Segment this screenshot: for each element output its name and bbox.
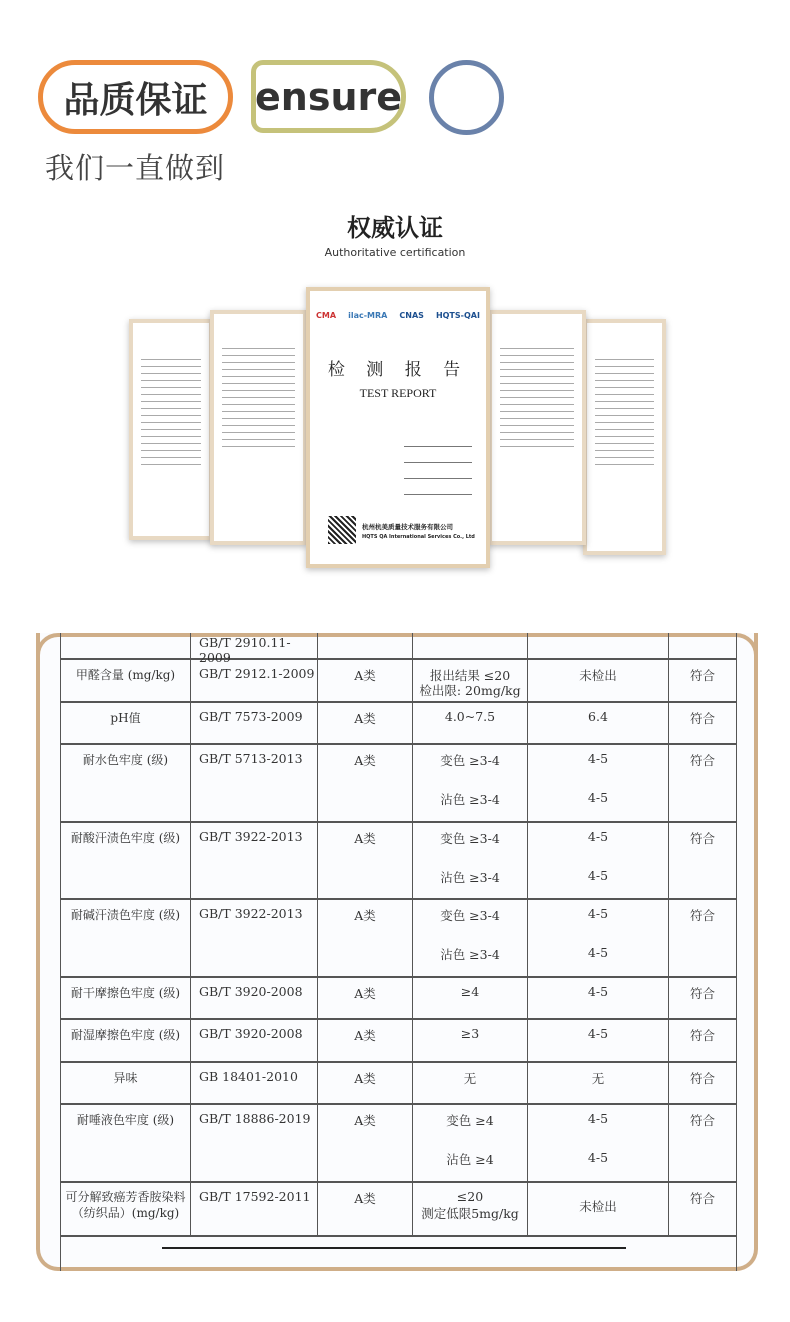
cell-verdict <box>668 823 737 898</box>
cell-std <box>190 1183 317 1235</box>
item-text: pH值 <box>110 711 141 725</box>
cell-verdict <box>668 978 737 1018</box>
table-row <box>60 703 737 745</box>
item-text: 耐干摩擦色牢度 (级) <box>70 986 181 1000</box>
std-text: GB/T 18886-2019 <box>199 1111 311 1126</box>
cell-std <box>190 660 317 701</box>
cell-req <box>412 1063 527 1103</box>
cell-result <box>527 1020 668 1061</box>
cell-verdict <box>668 1105 737 1181</box>
cell-result <box>527 745 668 821</box>
result-text: 无 <box>591 1071 605 1086</box>
certificate-page <box>129 319 213 540</box>
result-text: 4-5 <box>587 829 609 844</box>
certificate-page <box>583 319 666 555</box>
table-row <box>60 823 737 900</box>
cell-std <box>190 1063 317 1103</box>
report-fields <box>324 431 472 495</box>
cell-cls <box>317 823 412 898</box>
qr-code-icon <box>328 516 356 544</box>
cell-verdict <box>668 660 737 701</box>
cell-std <box>190 703 317 743</box>
test-results-table <box>60 633 737 1237</box>
req2-text: 沾色 ≥4 <box>446 1152 494 1167</box>
cell-item <box>60 900 190 976</box>
table-row <box>60 1020 737 1063</box>
result2-text: 4-5 <box>587 945 609 960</box>
cma-logo: CMA <box>316 311 337 320</box>
std-text: GB/T 3922-2013 <box>199 906 303 921</box>
cls-text: A类 <box>354 1113 376 1128</box>
verdict-text: 符合 <box>689 986 715 1001</box>
table-row <box>60 1063 737 1105</box>
item-text: 耐酸汗渍色牢度 (级) <box>70 831 181 845</box>
std-text: GB/T 5713-2013 <box>199 751 303 766</box>
table-row <box>60 745 737 823</box>
ilac-logo: ilac-MRA <box>348 311 388 320</box>
cell-verdict <box>668 1020 737 1061</box>
cell-item <box>60 703 190 743</box>
req-text: 变色 ≥4 <box>446 1113 494 1128</box>
cell-std <box>190 900 317 976</box>
end-rule <box>162 1247 626 1249</box>
item-text: 耐水色牢度 (级) <box>82 753 169 767</box>
cell-req <box>412 1020 527 1061</box>
section-title: 权威认证 <box>347 214 443 242</box>
result-text: 4-5 <box>587 1111 609 1126</box>
report-title-cn: 检 测 报 告 <box>327 360 469 380</box>
cnas-logo: CNAS <box>399 311 424 320</box>
cls-text: A类 <box>354 753 376 768</box>
cls-text: A类 <box>354 1071 376 1086</box>
table-border <box>736 1237 737 1271</box>
cell-result <box>527 900 668 976</box>
std-text: GB/T 7573-2009 <box>199 709 303 724</box>
std-text: GB/T 17592-2011 <box>199 1189 311 1204</box>
cell-item <box>60 660 190 701</box>
ensure-badge <box>251 60 406 133</box>
cell-cls <box>317 1063 412 1103</box>
cell-result <box>527 978 668 1018</box>
cell-cls <box>317 703 412 743</box>
req-text: 变色 ≥3-4 <box>440 831 500 846</box>
std-text: GB/T 2910.11-2009 <box>199 635 291 665</box>
table-row <box>60 633 737 665</box>
cell-verdict <box>668 703 737 743</box>
test-report-cover <box>306 287 490 568</box>
cell-verdict <box>668 900 737 976</box>
cell-req <box>412 900 527 976</box>
std-text: GB/T 2912.1-2009 <box>199 666 315 681</box>
std-text: GB/T 3922-2013 <box>199 829 303 844</box>
verdict-text: 符合 <box>689 1071 715 1086</box>
verdict-text: 符合 <box>689 1191 715 1206</box>
result2-text: 4-5 <box>587 790 609 805</box>
cell-std <box>190 978 317 1018</box>
cell-result <box>527 823 668 898</box>
verdict-text: 符合 <box>689 753 715 768</box>
certificate-page <box>488 310 586 545</box>
report-title-en: TEST REPORT <box>359 386 437 400</box>
table-row <box>60 978 737 1020</box>
verdict-text: 符合 <box>689 831 715 846</box>
slogan: 我们一直做到 <box>45 151 226 185</box>
cell-item <box>60 978 190 1018</box>
cell-result <box>527 703 668 743</box>
table-row <box>60 1183 737 1237</box>
verdict-text: 符合 <box>689 668 715 683</box>
req2-text: 沾色 ≥3-4 <box>440 792 500 807</box>
cell-cls <box>317 1105 412 1181</box>
cls-text: A类 <box>354 1028 376 1043</box>
cell-verdict <box>668 1063 737 1103</box>
cell-result <box>527 1063 668 1103</box>
req-text: ≥3 <box>460 1026 480 1041</box>
cell-item <box>60 823 190 898</box>
result2-text: 4-5 <box>587 1150 609 1165</box>
cls-text: A类 <box>354 908 376 923</box>
item-text: 耐湿摩擦色牢度 (级) <box>70 1028 181 1042</box>
cell-item <box>60 1063 190 1103</box>
circle-decoration <box>429 60 504 135</box>
req-text: 变色 ≥3-4 <box>440 908 500 923</box>
item-text: 可分解致癌芳香胺染料（纺织品）(mg/kg) <box>65 1190 186 1220</box>
verdict-text: 符合 <box>689 1113 715 1128</box>
table-row <box>60 1105 737 1183</box>
cell-std <box>190 823 317 898</box>
item-text: 耐唾液色牢度 (级) <box>76 1113 175 1127</box>
req-text: ≤20 <box>456 1189 484 1204</box>
cell-cls <box>317 660 412 701</box>
issuer-cn: 杭州杭美质量技术服务有限公司 <box>362 523 453 531</box>
req-text: 报出结果 ≤20 <box>429 668 511 683</box>
issuer-en: HQTS QA International Services Co., Ltd <box>362 534 475 540</box>
req-text: 无 <box>463 1071 477 1086</box>
std-text: GB/T 3920-2008 <box>199 984 303 999</box>
cell-result <box>527 660 668 701</box>
cell-cls <box>317 1020 412 1061</box>
req-text: ≥4 <box>460 984 480 999</box>
cell-verdict <box>668 1183 737 1235</box>
section-subtitle: Authoritative certification <box>324 246 466 259</box>
std-text: GB 18401-2010 <box>199 1069 298 1084</box>
table-row <box>60 660 737 703</box>
std-text: GB/T 3920-2008 <box>199 1026 303 1041</box>
table-row <box>60 900 737 978</box>
cell-std <box>190 1020 317 1061</box>
cell-cls <box>317 900 412 976</box>
req2-text: 测定低限5mg/kg <box>421 1206 519 1221</box>
req2-text: 检出限: 20mg/kg <box>419 683 521 698</box>
item-text: 异味 <box>113 1071 138 1085</box>
cell-item <box>60 1020 190 1061</box>
cell-req <box>412 1105 527 1181</box>
req2-text: 沾色 ≥3-4 <box>440 870 500 885</box>
cell-item <box>60 1183 190 1235</box>
cell-item <box>60 745 190 821</box>
badge-text: 品质保证 <box>63 79 208 121</box>
cell-req <box>412 1183 527 1235</box>
result2-text: 4-5 <box>587 868 609 883</box>
issuer <box>362 522 475 542</box>
table-border <box>60 1237 61 1271</box>
cell-req <box>412 660 527 701</box>
cell-std <box>190 745 317 821</box>
badge-text: ensure <box>255 74 403 119</box>
req-text: 4.0~7.5 <box>444 709 496 724</box>
item-text: 甲醛含量 (mg/kg) <box>75 668 176 682</box>
cls-text: A类 <box>354 831 376 846</box>
cell-cls <box>317 1183 412 1235</box>
cell-verdict <box>668 745 737 821</box>
item-text: 耐碱汗渍色牢度 (级) <box>70 908 181 922</box>
cell-cls <box>317 745 412 821</box>
result-text: 6.4 <box>588 709 608 724</box>
cell-req <box>412 745 527 821</box>
result-text: 未检出 <box>579 668 617 683</box>
cell-req <box>412 978 527 1018</box>
cell-req <box>412 703 527 743</box>
cls-text: A类 <box>354 668 376 683</box>
verdict-text: 符合 <box>689 908 715 923</box>
certificate-page <box>210 310 307 545</box>
hqts-logo: HQTS-QAI <box>435 311 480 320</box>
cell-cls <box>317 978 412 1018</box>
cls-text: A类 <box>354 1191 376 1206</box>
result-text: 4-5 <box>587 984 609 999</box>
cell-req <box>412 823 527 898</box>
cls-text: A类 <box>354 986 376 1001</box>
result-text: 未检出 <box>579 1199 617 1214</box>
req2-text: 沾色 ≥3-4 <box>440 947 500 962</box>
verdict-text: 符合 <box>689 711 715 726</box>
quality-badge <box>38 60 233 134</box>
cell-std <box>190 1105 317 1181</box>
cell-item <box>60 1105 190 1181</box>
result-text: 4-5 <box>587 906 609 921</box>
verdict-text: 符合 <box>689 1028 715 1043</box>
cls-text: A类 <box>354 711 376 726</box>
result-text: 4-5 <box>587 1026 609 1041</box>
cell-result <box>527 1105 668 1181</box>
cell-result <box>527 1183 668 1235</box>
accreditation-logos <box>310 311 486 320</box>
req-text: 变色 ≥3-4 <box>440 753 500 768</box>
result-text: 4-5 <box>587 751 609 766</box>
